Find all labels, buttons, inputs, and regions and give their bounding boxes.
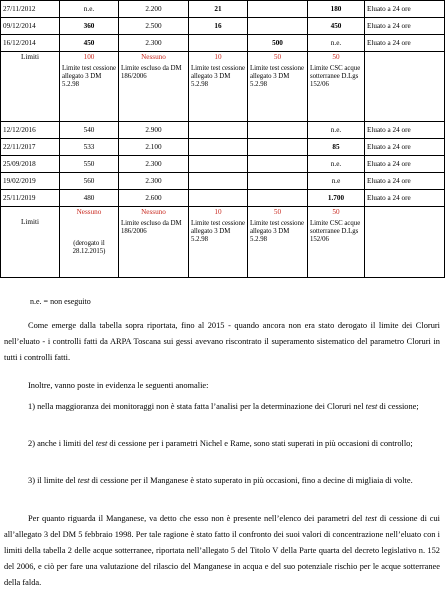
value-cell: 2.200	[119, 1, 189, 18]
value-cell	[248, 190, 308, 207]
limit-cell	[189, 207, 248, 278]
limit-value: 50	[273, 208, 282, 216]
value-cell: 450	[308, 18, 365, 35]
text-span: 1) nella maggioranza dei monitoraggi non è stata fatta l’analisi per la determinazione dei Cloruri nel	[28, 402, 366, 411]
paragraph-intro: Come emerge dalla tabella sopra riportata, fino al 2015 - quando ancora non era stato derogato il limite dei Cloruri nell’eluato - i controlli fatti da ARPA Toscana sui gessi avevano riscontrato il superamento sistematico del parametro Cloruri in tutti i controlli fatti.	[4, 321, 440, 362]
limit-cell	[60, 207, 119, 278]
limit-cell	[248, 207, 308, 278]
text-italic: test	[95, 439, 108, 448]
date-cell: 25/09/2018	[1, 156, 60, 173]
limit-cell-empty	[365, 207, 445, 278]
value-cell: 533	[60, 139, 119, 156]
text-span: di cessione;	[377, 402, 419, 411]
limit-cell	[119, 207, 189, 278]
value-cell: 2.300	[119, 173, 189, 190]
value-cell: n.e.	[308, 35, 365, 52]
value-cell: 500	[248, 35, 308, 52]
limit-value: 10	[214, 53, 222, 61]
value-cell: 16	[189, 18, 248, 35]
text-italic: test	[365, 402, 378, 411]
limit-description: Limite test cessione allegato 3 DM 5.2.98	[250, 65, 304, 89]
paragraph-anomaly-1	[4, 399, 440, 415]
value-cell	[189, 139, 248, 156]
limit-cell	[248, 52, 308, 122]
text-italic: test	[77, 476, 90, 485]
paragraph-anomaly-3	[4, 473, 440, 489]
limit-value: 50	[273, 53, 282, 61]
table-row	[1, 139, 445, 156]
date-cell: 19/02/2019	[1, 173, 60, 190]
limit-value: Nessuno	[76, 208, 102, 216]
limit-value: 50	[332, 53, 340, 61]
value-cell: 540	[60, 122, 119, 139]
note-cell: Eluato a 24 ore	[365, 35, 445, 52]
paragraph-anomaly-2	[4, 436, 440, 452]
value-cell: 560	[60, 173, 119, 190]
limit-cell	[308, 207, 365, 278]
value-cell: 21	[189, 1, 248, 18]
value-cell	[248, 18, 308, 35]
limit-description: Limite test cessione allegato 3 DM 5.2.98	[250, 220, 304, 244]
value-cell: 2.900	[119, 122, 189, 139]
limit-value: Nessuno	[141, 208, 166, 216]
limits-row	[1, 207, 445, 278]
limit-value: Nessuno	[141, 53, 166, 61]
value-cell	[189, 122, 248, 139]
text-span: 3) il limite del	[28, 476, 78, 485]
legend-not-performed: n.e. = non eseguito	[30, 297, 91, 306]
value-cell: 2.300	[119, 156, 189, 173]
date-cell: 27/11/2012	[1, 1, 60, 18]
value-cell: 480	[60, 190, 119, 207]
limits-row	[1, 52, 445, 122]
limit-description: Limite CSC acque sotterranee D.Lgs 152/06	[310, 220, 361, 244]
note-cell: Eluato a 24 ore	[365, 156, 445, 173]
table-row	[1, 18, 445, 35]
text-span: di cessione per i parametri Nichel e Rame, sono stati superati in più occasioni di controllo;	[107, 439, 413, 448]
limit-cell	[60, 52, 119, 122]
limit-cell-empty	[365, 52, 445, 122]
limit-description: Limite CSC acque sotterranee D.Lgs 152/06	[310, 65, 361, 89]
table-row	[1, 35, 445, 52]
note-cell: Eluato a 24 ore	[365, 18, 445, 35]
value-cell: 85	[308, 139, 365, 156]
value-cell	[189, 190, 248, 207]
note-cell: Eluato a 24 ore	[365, 122, 445, 139]
date-cell: 12/12/2016	[1, 122, 60, 139]
value-cell	[189, 156, 248, 173]
note-cell: Eluato a 24 ore	[365, 139, 445, 156]
value-cell	[189, 35, 248, 52]
value-cell: n.e.	[60, 1, 119, 18]
limits-label	[1, 207, 60, 278]
limit-description: Limite test cessione allegato 3 DM 5.2.98	[191, 65, 245, 89]
value-cell: n.e	[308, 173, 365, 190]
text-italic: test	[365, 514, 377, 523]
limit-description: Limite escluso da DM 186/2006	[121, 220, 182, 236]
value-cell: 450	[60, 35, 119, 52]
value-cell: 2.500	[119, 18, 189, 35]
text-span: 2) anche i limiti del	[28, 439, 96, 448]
paragraph-manganese	[4, 511, 440, 591]
limit-description: (derogato il 28.12.2015)	[72, 240, 106, 256]
value-cell	[248, 139, 308, 156]
value-cell: 550	[60, 156, 119, 173]
note-cell: Eluato a 24 ore	[365, 190, 445, 207]
note-cell: Eluato a 24 ore	[365, 1, 445, 18]
value-cell	[248, 122, 308, 139]
value-cell: n.e.	[308, 122, 365, 139]
limit-description: Limite test cessione allegato 3 DM 5.2.98	[62, 65, 116, 89]
value-cell	[248, 173, 308, 190]
value-cell	[189, 173, 248, 190]
value-cell: 2.600	[119, 190, 189, 207]
table-body-upper	[1, 1, 445, 52]
text-span: di cessione di cui all’allegato 3 del DM 5 febbraio 1998. Per tale ragione è stato fatto il confronto dei suoi valori di concentrazione nell’eluato con i limiti della tabella 2 delle acque sotterranee, riportata nell’allegato 5 del Titolo V della Parte quarta del decreto legislativo n. 152 del 2006, e ciò per fare una valutazione del rilascio del Manganese in acqua e del suo potenziale rischio per le acque sotterranee della falda.	[4, 514, 440, 587]
monitoring-table	[0, 0, 445, 278]
value-cell: 2.300	[119, 35, 189, 52]
limit-value: 100	[83, 53, 95, 61]
table-limits-1	[1, 52, 445, 122]
limit-cell	[189, 52, 248, 122]
table-body-lower	[1, 122, 445, 207]
table-limits-2	[1, 207, 445, 278]
note-cell: Eluato a 24 ore	[365, 173, 445, 190]
paragraph-anomalies-heading: Inoltre, vanno poste in evidenza le seguenti anomalie:	[28, 381, 209, 390]
date-cell: 16/12/2014	[1, 35, 60, 52]
value-cell	[248, 1, 308, 18]
value-cell: n.e.	[308, 156, 365, 173]
table-row	[1, 190, 445, 207]
text-span: Per quanto riguarda il Manganese, va detto che esso non è presente nell’elenco dei parametri del	[28, 514, 366, 523]
limit-description: Limite test cessione allegato 3 DM 5.2.98	[191, 220, 245, 244]
limit-cell	[308, 52, 365, 122]
table-row	[1, 156, 445, 173]
value-cell: 180	[308, 1, 365, 18]
date-cell: 25/11/2019	[1, 190, 60, 207]
date-cell: 22/11/2017	[1, 139, 60, 156]
value-cell: 2.100	[119, 139, 189, 156]
value-cell: 360	[60, 18, 119, 35]
limit-cell	[119, 52, 189, 122]
value-cell	[248, 156, 308, 173]
table-row	[1, 173, 445, 190]
date-cell: 09/12/2014	[1, 18, 60, 35]
limit-description: Limite escluso da DM 186/2006	[121, 65, 182, 81]
limits-label: Limiti	[1, 52, 60, 122]
value-cell: 1.700	[308, 190, 365, 207]
table-row	[1, 122, 445, 139]
limit-value: 10	[214, 208, 222, 216]
limits-label-text: Limiti	[21, 218, 39, 226]
limit-value: 50	[332, 208, 340, 216]
text-span: di cessione per il Manganese è stato superato in più occasioni, fino a decine di migliaia di volte.	[89, 476, 413, 485]
table-row	[1, 1, 445, 18]
